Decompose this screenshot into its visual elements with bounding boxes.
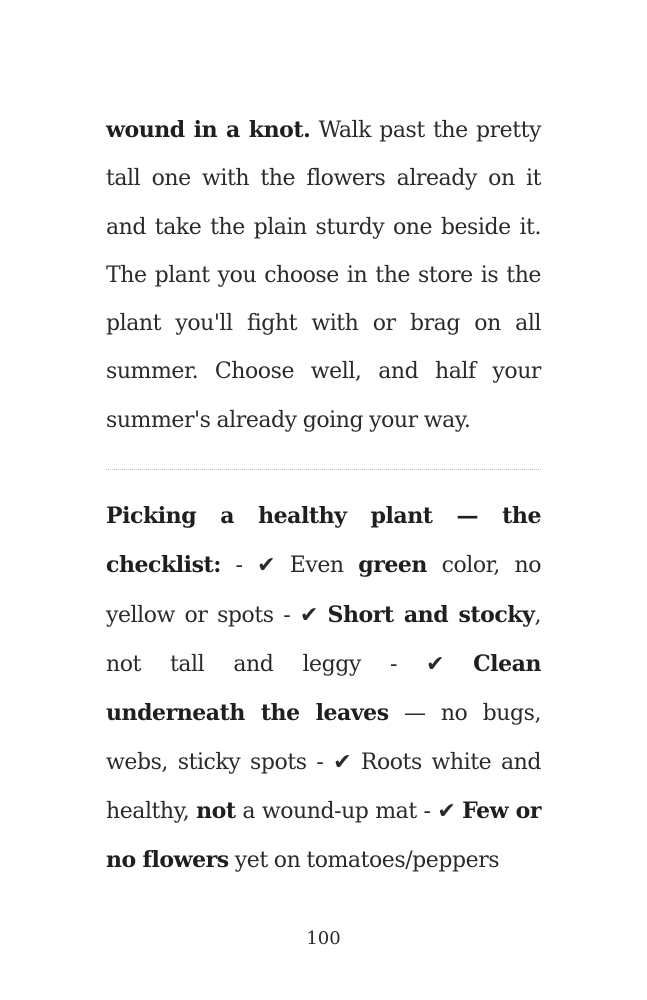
checklist-text: — no bugs, webs, sticky spots - ✔ Roots white and healthy, xyxy=(106,701,541,824)
checklist-text: , not tall and leggy - ✔ xyxy=(106,602,541,677)
paragraph-text: Walk past the pretty tall one with the flowers already on it and take the plain sturdy one beside it. The plant you choose in the store is the plant you'll fight with or brag on all summer. Choose well, and half your summer's already going your way. xyxy=(106,118,542,433)
checklist-bold-term: Short and stocky xyxy=(327,601,535,628)
checklist-paragraph xyxy=(106,492,541,885)
checklist-bold-term: Few or no flowers xyxy=(106,797,542,874)
checklist-text: yet on tomatoes/peppers xyxy=(228,848,500,874)
page-number: 100 xyxy=(306,928,341,949)
page-body xyxy=(106,106,541,885)
checklist-bold-term: Clean underneath the leaves xyxy=(106,650,541,727)
checklist-text: - ✔ Even xyxy=(220,553,359,579)
checklist-text: a wound-up mat - ✔ xyxy=(235,798,463,824)
section-divider xyxy=(106,469,541,470)
checklist-bold-term: not xyxy=(196,797,236,824)
checklist-title: Picking a healthy plant — the checklist: xyxy=(106,503,541,579)
checklist-bold-term: green xyxy=(358,552,427,579)
paragraph-plant-choice xyxy=(106,106,541,445)
bold-lead-text: wound in a knot. xyxy=(106,117,311,143)
checklist-text: color, no yellow or spots - ✔ xyxy=(106,553,541,628)
